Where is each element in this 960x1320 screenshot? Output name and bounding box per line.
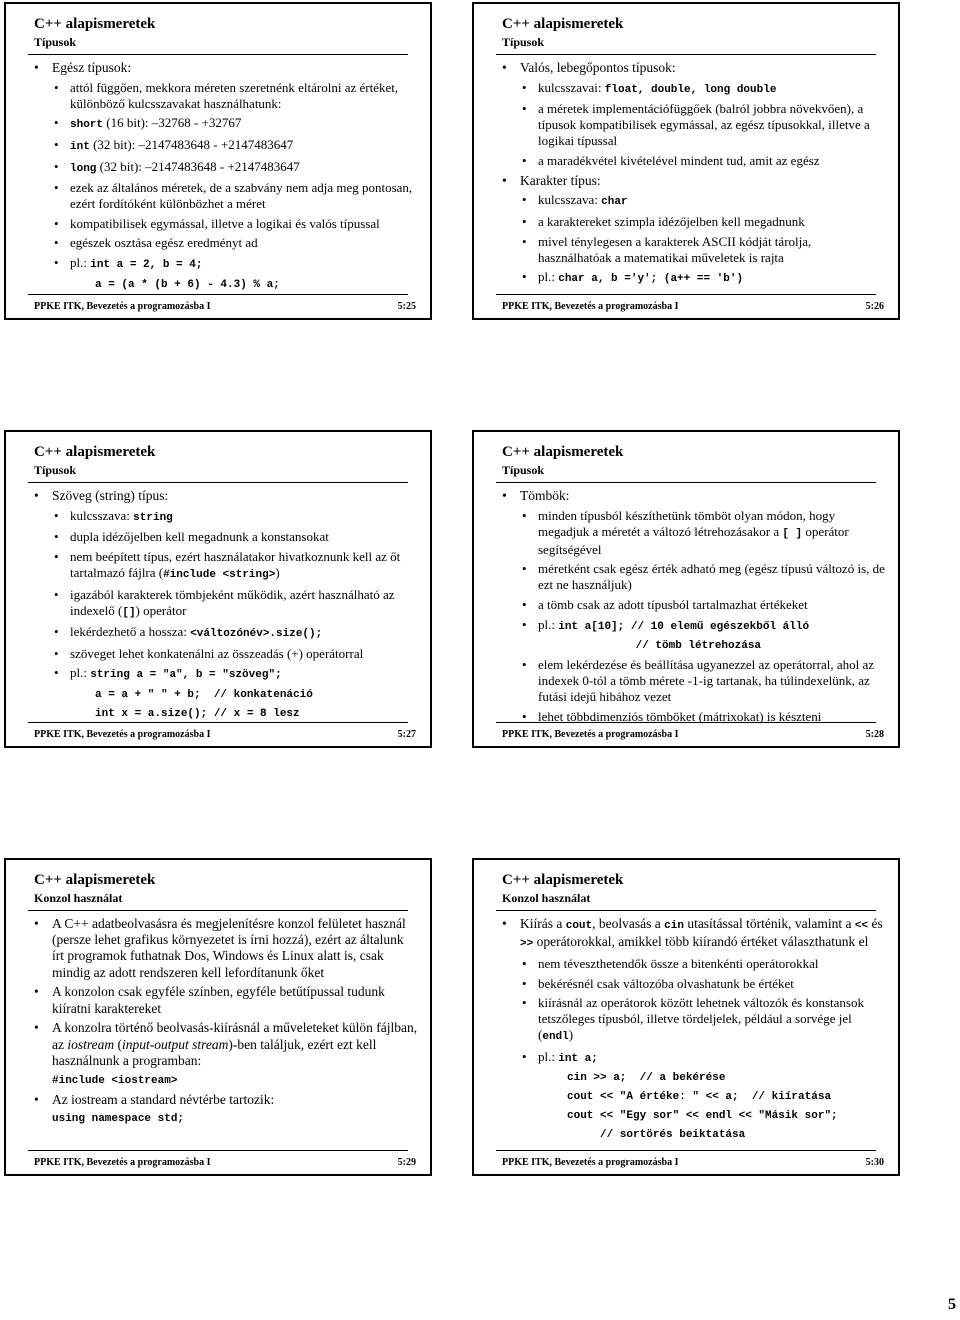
text: ) <box>275 564 280 580</box>
footer-divider <box>496 722 876 723</box>
code-line <box>32 1071 418 1089</box>
bullet-include <box>32 549 418 583</box>
bullet-example <box>32 255 418 273</box>
header-divider <box>28 910 408 911</box>
bullet-keyword <box>32 508 418 526</box>
footer-divider <box>28 294 408 295</box>
code: // tömb létrehozása <box>563 640 762 653</box>
keyword: char <box>601 196 628 209</box>
keyword: <változónév>.size(); <box>190 628 323 641</box>
text: kiírásnál az operátorok között lehetnek változók és konstansok tetszőleges típusból, illetve tördeljelek, például a sorvége jel ( <box>538 995 864 1043</box>
code: using namespace std; <box>52 1113 185 1126</box>
slide-subtitle: Konzol használat <box>34 891 123 905</box>
text: pl.: <box>70 665 91 681</box>
code: int a = 2, b = 4; <box>90 258 203 271</box>
footer-divider <box>496 294 876 295</box>
slide-body <box>32 916 418 1130</box>
text: ( <box>114 1036 122 1052</box>
slide-header <box>34 442 420 478</box>
bullet-short <box>32 115 418 133</box>
text: ) <box>568 1027 574 1043</box>
slide-footer <box>502 728 884 742</box>
slide-body <box>500 60 886 291</box>
bullet-example <box>500 1049 886 1067</box>
slide-5-26 <box>472 2 900 320</box>
bullet-array-size: • méretként csak egész érték adható meg (egész típusú változó is, de ezt ne használjuk) <box>500 561 886 593</box>
text: lekérdezhető a hossza: <box>70 624 191 640</box>
slide-body <box>32 60 418 296</box>
text: és <box>868 916 883 931</box>
footer-course: PPKE ITK, Bevezetés a programozásba I <box>34 1157 211 1168</box>
keyword: int <box>70 140 90 153</box>
code-continuation <box>32 685 418 703</box>
code: #include <iostream> <box>52 1074 178 1087</box>
code: int a[10]; // 10 elemű egészekből álló <box>558 620 810 633</box>
slide-footer <box>502 1156 884 1170</box>
bullet-implementation: • a méretek implementációfüggőek (balról jobbra növekvően), a típusok kompatibilisek egymással, az egész típusokkal, illetve a logikai típussal <box>500 101 886 149</box>
bullet-example <box>500 617 886 635</box>
code: cout << "A értéke: " << a; // kiíratása <box>567 1091 832 1104</box>
slide-footer <box>34 1156 416 1170</box>
text-italic: input-output stream <box>121 1036 229 1052</box>
bullet-string-type: • Szöveg (string) típus: <box>32 488 418 504</box>
slide-5-28 <box>472 430 900 748</box>
slide-header <box>502 14 888 50</box>
text: kulcsszavai: <box>538 79 605 95</box>
text-italic: iostream <box>67 1036 115 1052</box>
bullet-example <box>500 269 886 287</box>
slide-subtitle: Típusok <box>34 463 77 477</box>
text: Kiírás a <box>520 916 566 931</box>
text: minden típusból készíthetünk tömböt olyan módon, hogy megadjuk a méretét a változó létrehozásakor a <box>538 507 836 539</box>
slide-footer <box>34 728 416 742</box>
header-divider <box>28 54 408 55</box>
bullet-ascii: • mivel ténylegesen a karakterek ASCII kódját tárolja, használhatóak a matematikai műveletek is rajta <box>500 234 886 266</box>
footer-slide-number: 5:27 <box>397 729 416 740</box>
footer-course: PPKE ITK, Bevezetés a programozásba I <box>34 729 211 740</box>
bullet-example <box>32 665 418 683</box>
bullet-integer-division: • egészek osztása egész eredményt ad <box>32 235 418 251</box>
text: (32 bit): –2147483648 - +2147483647 <box>89 136 294 152</box>
footer-slide-number: 5:30 <box>865 1157 884 1168</box>
slide-5-30 <box>472 858 900 1176</box>
header-divider <box>28 482 408 483</box>
keyword: cout <box>565 920 593 932</box>
footer-course: PPKE ITK, Bevezetés a programozásba I <box>502 729 679 740</box>
bullet-keywords <box>500 80 886 98</box>
code-continuation <box>500 1087 886 1105</box>
code: int x = a.size(); // x = 8 lesz <box>95 707 300 720</box>
slide-title: C++ alapismeretek <box>34 872 156 888</box>
slide-header <box>502 870 888 906</box>
bullet-compatible: • kompatibilisek egymással, illetve a logikai és valós típussal <box>32 216 418 232</box>
text: , beolvasás a <box>592 916 665 931</box>
footer-slide-number: 5:25 <box>397 301 416 312</box>
slide-body <box>500 916 886 1146</box>
code-continuation <box>32 704 418 722</box>
slide-header <box>34 870 420 906</box>
slide-title: C++ alapismeretek <box>34 16 156 32</box>
text: )-ben találjuk, ezért ezt kell használnunk a programban: <box>52 1036 377 1068</box>
footer-course: PPKE ITK, Bevezetés a programozásba I <box>502 301 679 312</box>
bullet-array-type: • a tömb csak az adott típusból tartalmazhat értékeket <box>500 597 886 613</box>
bullet-char-type: • Karakter típus: <box>500 173 886 189</box>
keyword: >> <box>520 938 534 951</box>
header-divider <box>496 54 876 55</box>
header-divider <box>496 482 876 483</box>
text: kulcsszava: <box>538 192 602 208</box>
header-divider <box>496 910 876 911</box>
keyword: short <box>70 119 104 132</box>
bullet-endl <box>500 995 886 1045</box>
code: int a; <box>558 1052 598 1065</box>
bullet-iostream <box>32 1020 418 1069</box>
bullet-multidimensional: • lehet többdimenziós tömböket (mátrixokat) is készteni <box>500 709 886 725</box>
slide-footer <box>34 300 416 314</box>
footer-slide-number: 5:26 <box>865 301 884 312</box>
code-continuation <box>500 1125 886 1143</box>
code: a = (a * (b + 6) - 4.3) % a; <box>95 278 280 291</box>
bullet-namespace: • Az iostream a standard névtérbe tartozik: <box>32 1092 418 1108</box>
text: operátorokkal, amikkel több kiírandó értéket választhatunk el <box>533 934 869 950</box>
text: nem beépített típus, ezért használatakor hivatkoznunk kell az őt tartalmazó fájlra ( <box>70 548 401 580</box>
slide-subtitle: Típusok <box>502 463 545 477</box>
bullet-size <box>32 624 418 642</box>
code: string a = "a", b = "szöveg"; <box>90 669 282 682</box>
bullet-double-quotes: • dupla idézőjelben kell megadnunk a konstansokat <box>32 529 418 545</box>
text: (32 bit): –2147483648 - +2147483647 <box>96 158 300 174</box>
slide-title: C++ alapismeretek <box>502 444 624 460</box>
code-continuation <box>32 275 418 293</box>
text: pl.: <box>538 1048 559 1064</box>
bullet-int <box>32 137 418 155</box>
code: a = a + " " + b; // konkatenáció <box>95 688 313 701</box>
text: operátor segítségével <box>538 523 849 557</box>
text: pl.: <box>70 254 91 270</box>
slide-footer <box>502 300 884 314</box>
text: pl.: <box>538 616 559 632</box>
keyword: [ ] <box>782 527 803 540</box>
bullet-cout-cin <box>500 916 886 952</box>
footer-divider <box>28 722 408 723</box>
bullet-array-creation <box>500 508 886 558</box>
slide-title: C++ alapismeretek <box>502 872 624 888</box>
bullet-char-keyword <box>500 192 886 210</box>
slide-body <box>500 488 886 728</box>
slide-subtitle: Típusok <box>34 35 77 49</box>
footer-divider <box>28 1150 408 1151</box>
bullet-arrays: • Tömbök: <box>500 488 886 504</box>
text: ) operátor <box>135 602 187 618</box>
footer-course: PPKE ITK, Bevezetés a programozásba I <box>34 301 211 312</box>
keyword: string <box>133 511 173 524</box>
keyword: long <box>70 162 97 175</box>
code: // sortörés beiktatása <box>567 1129 746 1142</box>
bullet-indexing: • elem lekérdezése és beállítása ugyanezzel az operátorral, ahol az indexek 0-tól a tömb mérete -1-ig tartanak, ha túlindexelünk, az futási idejű hibához vezet <box>500 657 886 705</box>
code-continuation <box>500 636 886 654</box>
bullet-general-sizes: • ezek az általános méretek, de a szabvány nem adja meg pontosan, ezért fordítóként különbözhet a méret <box>32 180 418 212</box>
text: igazából karakterek tömbjeként működik, azért használható az indexelő ( <box>70 586 395 618</box>
bullet-indexer <box>32 587 418 621</box>
slide-title: C++ alapismeretek <box>34 444 156 460</box>
keyword: #include <string> <box>163 568 276 581</box>
footer-divider <box>496 1150 876 1151</box>
bullet-float-types: • Valós, lebegőpontos típusok: <box>500 60 886 76</box>
bullet-console-color: • A konzolon csak egyféle színben, egyféle betűtípussal tudunk kiíratni karaktereket <box>32 984 418 1016</box>
keyword: << <box>854 920 869 932</box>
code-continuation <box>500 1068 886 1086</box>
slide-subtitle: Típusok <box>502 35 545 49</box>
slide-header <box>502 442 888 478</box>
bullet-console-intro: • A C++ adatbeolvasásra és megjelenítésre konzol felületet használ (persze lehet grafikus környezetet is írni hozzá), ezért az általunk írt programok futhatnak Dos, Windows és Linux alatt is, csak mindig az adott rendszeren kell lefordítanunk őket <box>32 916 418 981</box>
slide-5-29 <box>4 858 432 1176</box>
code: cin >> a; // a bekérése <box>567 1072 726 1085</box>
code: char a, b ='y'; (a++ == 'b') <box>558 273 744 286</box>
footer-slide-number: 5:28 <box>865 729 884 740</box>
text: A konzolra történő beolvasás-kiírásnál a műveleteket külön fájlban, az <box>52 1020 418 1052</box>
text: utasítással történik, valamint a <box>683 916 855 931</box>
keyword: float, double, long double <box>604 83 777 96</box>
code-continuation <box>500 1106 886 1124</box>
slide-subtitle: Konzol használat <box>502 891 591 905</box>
keyword: endl <box>542 1031 569 1044</box>
bullet-concat: • szöveget lehet konkatenálni az összeadás (+) operátorral <box>32 646 418 662</box>
page-number: 5 <box>948 1296 956 1313</box>
bullet-integer-types: • Egész típusok: <box>32 60 418 76</box>
bullet-single-quotes: • a karaktereket szimpla idézőjelben kell megadnunk <box>500 214 886 230</box>
text: pl.: <box>538 269 559 285</box>
bullet-modulo: • a maradékvétel kivételével mindent tud, amit az egész <box>500 153 886 169</box>
slide-header <box>34 14 420 50</box>
bullet-bitwise: • nem téveszthetendők össze a bitenkénti operátorokkal <box>500 956 886 972</box>
code-line <box>32 1109 418 1127</box>
keyword: [] <box>122 606 136 619</box>
slide-5-27 <box>4 430 432 748</box>
bullet-size-keywords: • attól függően, mekkora méreten szeretnénk eltárolni az értéket, különböző kulcsszavakat használhatunk: <box>32 80 418 112</box>
bullet-read-variable: • bekérésnél csak változóba olvashatunk be értéket <box>500 976 886 992</box>
text: (16 bit): –32768 - +32767 <box>103 115 242 131</box>
code: cout << "Egy sor" << endl << "Másik sor"; <box>567 1110 838 1123</box>
footer-slide-number: 5:29 <box>397 1157 416 1168</box>
slide-5-25 <box>4 2 432 320</box>
slide-title: C++ alapismeretek <box>502 16 624 32</box>
keyword: cin <box>664 920 684 932</box>
bullet-long <box>32 159 418 177</box>
text: kulcsszava: <box>70 507 134 523</box>
slide-body <box>32 488 418 725</box>
footer-course: PPKE ITK, Bevezetés a programozásba I <box>502 1157 679 1168</box>
